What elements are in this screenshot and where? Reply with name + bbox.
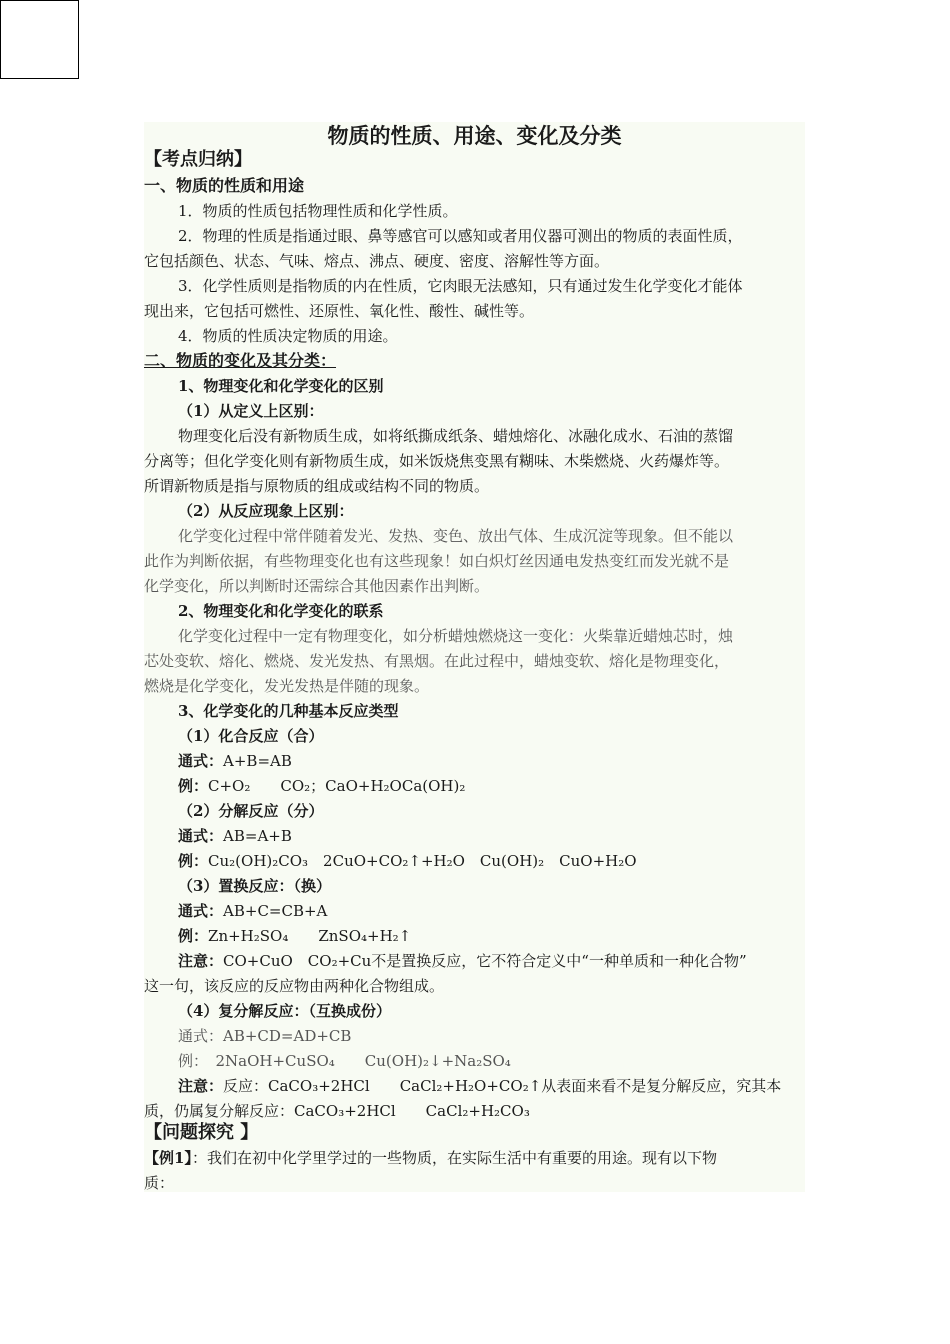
reaction-4-note [178, 1075, 781, 1097]
part1-p4: 4．物质的性质决定物质的用途。 [178, 327, 398, 345]
example-value: Cu₂(OH)₂CO₃ 2CuO+CO₂↑+H₂O Cu(OH)₂ CuO+H₂O [208, 852, 637, 870]
sub-heading-2: 2、物理变化和化学变化的联系 [178, 602, 384, 620]
sub-heading-3: 3、化学变化的几种基本反应类型 [178, 702, 399, 720]
formula-label: 通式： [178, 827, 224, 845]
example-1-text: ：我们在初中化学里学过的一些物质，在实际生活中有重要的用途。现有以下物 [191, 1149, 717, 1167]
formula-label: 通式： [178, 902, 224, 920]
reaction-type-1: （1）化合反应（合） [178, 727, 324, 745]
note-label: 注意： [178, 952, 224, 970]
section-kaodian: 【考点归纳】 [144, 149, 252, 170]
example-1 [144, 1147, 717, 1169]
def-line-1: 物理变化后没有新物质生成，如将纸撕成纸条、蜡烛熔化、冰融化成水、石油的蒸馏 [178, 427, 734, 445]
example-value: Zn+H₂SO₄ ZnSO₄+H₂↑ [208, 927, 412, 945]
reaction-3-note-cont: 这一句，该反应的反应物由两种化合物组成。 [144, 977, 445, 995]
reaction-4-example: 例： 2NaOH+CuSO₄ Cu(OH)₂↓+Na₂SO₄ [178, 1052, 511, 1070]
def-line-3: 所谓新物质是指与原物质的组成或结构不同的物质。 [144, 477, 490, 495]
example-label: 例： [178, 852, 209, 870]
reaction-type-3: （3）置换反应：（换） [178, 877, 331, 895]
note-label: 注意： [178, 1077, 224, 1095]
section-wenti: 【问题探究 】 [144, 1122, 259, 1143]
formula-value: A+B=AB [223, 752, 292, 770]
formula-value: AB+C=CB+A [223, 902, 328, 920]
connection-line-3: 燃烧是化学变化，发光发热是伴随的现象。 [144, 677, 430, 695]
reaction-3-formula [178, 900, 327, 922]
example-1-cont: 质： [144, 1174, 175, 1192]
reaction-2-formula [178, 825, 292, 847]
doc-title: 物质的性质、用途、变化及分类 [327, 123, 622, 148]
formula-value: AB=A+B [223, 827, 292, 845]
part2-heading: 二、物质的变化及其分类： [144, 351, 337, 370]
corner-box [0, 0, 79, 79]
part1-heading: 一、物质的性质和用途 [144, 176, 305, 195]
sub-heading-1a: （1）从定义上区别： [178, 402, 324, 420]
phenomenon-line-2: 此作为判断依据，有些物理变化也有这些现象！如白炽灯丝因通电发热变红而发光就不是 [144, 552, 730, 570]
reaction-3-note [178, 950, 747, 972]
sub-heading-1: 1、物理变化和化学变化的区别 [178, 377, 384, 395]
phenomenon-line-1: 化学变化过程中常伴随着发光、发热、变色、放出气体、生成沉淀等现象。但不能以 [178, 527, 734, 545]
part1-p2a: 2．物理的性质是指通过眼、鼻等感官可以感知或者用仪器可测出的物质的表面性质， [178, 227, 743, 245]
reaction-2-example [178, 850, 637, 872]
reaction-type-4: （4）复分解反应：（互换成份） [178, 1002, 391, 1020]
formula-label: 通式： [178, 752, 224, 770]
reaction-1-formula [178, 750, 292, 772]
phenomenon-line-3: 化学变化，所以判断时还需综合其他因素作出判断。 [144, 577, 490, 595]
example-label: 例： [178, 777, 209, 795]
connection-line-1: 化学变化过程中一定有物理变化，如分析蜡烛燃烧这一变化：火柴靠近蜡烛芯时，烛 [178, 627, 734, 645]
note-text: CO+CuO CO₂+Cu不是置换反应，它不符合定义中“一种单质和一种化合物” [223, 952, 747, 970]
part1-p2b: 它包括颜色、状态、气味、熔点、沸点、硬度、密度、溶解性等方面。 [144, 252, 610, 270]
reaction-type-2: （2）分解反应（分） [178, 802, 324, 820]
part1-p3b: 现出来，它包括可燃性、还原性、氧化性、酸性、碱性等。 [144, 302, 535, 320]
note-text: 反应：CaCO₃+2HCl CaCl₂+H₂O+CO₂↑从表面来看不是复分解反应，究其本 [223, 1077, 782, 1095]
reaction-4-note-cont: 质，仍属复分解反应：CaCO₃+2HCl CaCl₂+H₂CO₃ [144, 1102, 530, 1120]
document-page [144, 122, 805, 1192]
part1-p1: 1．物质的性质包括物理性质和化学性质。 [178, 202, 458, 220]
sub-heading-1b: （2）从反应现象上区别： [178, 502, 354, 520]
example-1-label: 【例1】 [144, 1149, 192, 1167]
reaction-4-formula: 通式：AB+CD=AD+CB [178, 1027, 352, 1045]
reaction-3-example [178, 925, 411, 947]
example-value: C+O₂ CO₂；CaO+H₂OCa(OH)₂ [208, 777, 466, 795]
part1-p3a: 3．化学性质则是指物质的内在性质，它肉眼无法感知，只有通过发生化学变化才能体 [178, 277, 743, 295]
example-label: 例： [178, 927, 209, 945]
reaction-1-example [178, 775, 465, 797]
connection-line-2: 芯处变软、熔化、燃烧、发光发热、有黑烟。在此过程中，蜡烛变软、熔化是物理变化， [144, 652, 730, 670]
def-line-2: 分离等；但化学变化则有新物质生成，如米饭烧焦变黑有糊味、木柴燃烧、火药爆炸等。 [144, 452, 730, 470]
